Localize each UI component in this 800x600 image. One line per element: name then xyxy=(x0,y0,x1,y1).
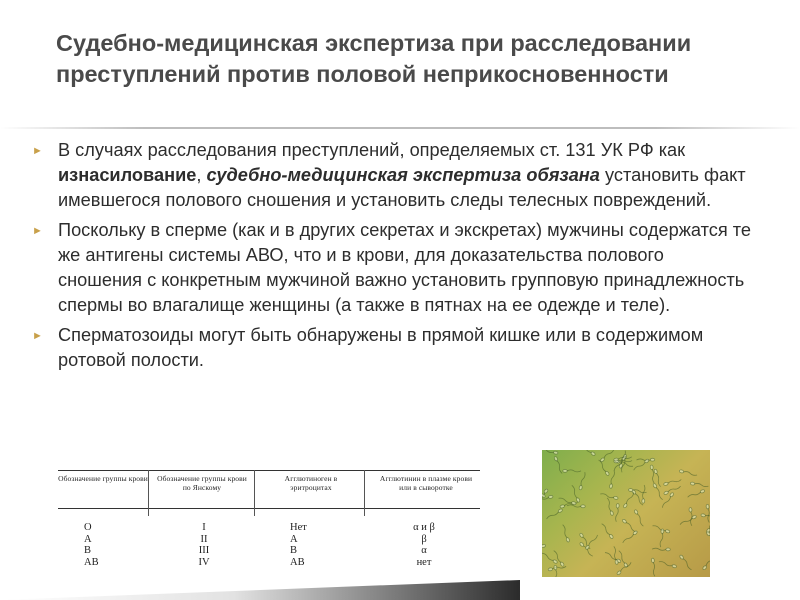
sperm-microscopy-image xyxy=(542,450,710,577)
sperm-cell xyxy=(661,492,674,508)
table-cell: B xyxy=(84,545,92,556)
sperm-cell xyxy=(612,546,618,564)
sperm-cell xyxy=(634,509,645,526)
sperm-cell xyxy=(622,519,637,533)
table-cell: нет xyxy=(416,556,432,568)
sperm-cell xyxy=(600,450,615,462)
sperm-cell xyxy=(553,550,565,567)
sperm-cell xyxy=(622,530,638,544)
table-column-divider xyxy=(364,470,365,516)
bullet-list xyxy=(32,138,752,378)
sperm-cell xyxy=(542,552,558,564)
sperm-cell xyxy=(546,508,563,520)
bullet-item xyxy=(32,323,752,373)
sperm-cell xyxy=(615,503,619,521)
table-column-divider xyxy=(148,470,149,516)
slide-floor-shadow xyxy=(0,580,520,600)
bullet-item xyxy=(32,138,752,213)
triangle-bullet-icon: ► xyxy=(32,225,43,237)
bullet-3-text: Сперматозоиды могут быть обнаружены в прямой кишке или в содержимом ротовой полости. xyxy=(58,325,704,370)
bullet-1-bold: изнасилование xyxy=(58,165,197,185)
sperm-cell xyxy=(679,555,692,571)
table-cell: α xyxy=(421,545,427,556)
table-header-cell: Агглютинин в плазме крови или в сыворотке xyxy=(379,474,473,492)
table-cell: A xyxy=(84,533,92,545)
bullet-1-bold-italic: судебно-медицинская экспертиза обязана xyxy=(206,165,600,185)
table-top-rule xyxy=(58,470,480,471)
sperm-cell xyxy=(663,478,681,486)
table-cell: AB xyxy=(290,556,305,568)
table-header-cell: Агглютиноген в эритроцитах xyxy=(284,474,338,492)
sperm-cells-drawing xyxy=(542,450,710,577)
table-cell: III xyxy=(198,545,210,556)
sperm-cell xyxy=(706,531,710,548)
table-header-rule xyxy=(58,508,480,509)
sperm-cell xyxy=(650,465,656,483)
table-cell: B xyxy=(290,545,298,556)
sperm-cell xyxy=(604,551,621,563)
bullet-2-text: Поскольку в сперме (как и в других секретах и экскретах) мужчины содержатся те же антигены системы АВО, что и в крови, для доказательства полового сношения с конкретным мужчиной важно установить групповую принадлежность спермы во влагалище женщины (а также в пятнах на ее одежде и теле). xyxy=(58,220,751,315)
sperm-cell xyxy=(702,555,710,571)
sperm-cell xyxy=(571,485,581,503)
sperm-cell xyxy=(651,558,656,576)
sperm-cell xyxy=(600,493,618,500)
table-cell: AB xyxy=(84,556,99,568)
sperm-cell xyxy=(542,450,558,455)
sperm-cell xyxy=(567,504,585,507)
table-column-jansky xyxy=(184,522,224,568)
sperm-cell xyxy=(653,483,664,500)
title-divider xyxy=(0,127,800,129)
table-column-group xyxy=(84,522,124,568)
sperm-cell xyxy=(606,497,614,515)
sperm-cell xyxy=(679,470,697,477)
sperm-cell xyxy=(652,548,670,551)
table-column-agglutinin xyxy=(384,522,464,568)
sperm-cell xyxy=(623,491,635,508)
sperm-cell xyxy=(579,472,586,490)
table-column-divider xyxy=(254,470,255,516)
slide-title: Судебно-медицинская экспертиза при расследовании преступлений против половой неприкосновенности xyxy=(56,30,692,87)
table-cell: I xyxy=(202,522,206,533)
sperm-cell xyxy=(633,459,650,472)
bullet-1-text-b: , xyxy=(196,165,207,185)
table-header-cell: Обозначение группы крови по Янскому xyxy=(157,474,247,492)
bullet-item xyxy=(32,218,752,318)
sperm-cell xyxy=(563,470,581,473)
sperm-cell xyxy=(542,544,546,552)
table-cell: II xyxy=(200,533,208,545)
table-cell: O xyxy=(84,522,92,533)
sperm-cell xyxy=(609,470,615,488)
sperm-cell xyxy=(579,450,595,456)
sperm-cell xyxy=(618,550,628,568)
sperm-cell xyxy=(554,456,564,474)
table-header-cell: Обозначение группы крови xyxy=(58,474,148,483)
bullet-1-text-c: установить факт имевшегося полового сношения и установить следы телесных повреждений. xyxy=(58,165,746,210)
bullet-1-text-a: В случаях расследования преступлений, определяемых ст. 131 УК РФ как xyxy=(58,140,686,160)
triangle-bullet-icon: ► xyxy=(32,145,43,157)
sperm-cell xyxy=(690,482,708,488)
sperm-cell xyxy=(642,485,646,503)
table-cell: Нет xyxy=(290,522,307,533)
sperm-cell xyxy=(706,504,710,522)
table-column-agglutinogen xyxy=(290,522,340,568)
blood-group-table xyxy=(58,470,480,580)
table-cell: α и β xyxy=(413,522,435,533)
sperm-cell xyxy=(585,534,599,550)
table-cell: β xyxy=(421,533,427,545)
sperm-cell xyxy=(601,523,614,539)
table-cell: A xyxy=(290,533,298,545)
triangle-bullet-icon: ► xyxy=(32,330,43,342)
sperm-cell xyxy=(631,489,644,506)
table-cell: IV xyxy=(198,556,210,568)
sperm-cell xyxy=(561,524,570,542)
sperm-cell xyxy=(597,459,609,476)
sperm-cell xyxy=(679,515,696,526)
sperm-cell xyxy=(659,529,664,547)
sperm-cell xyxy=(687,489,705,498)
sperm-cell xyxy=(659,560,677,568)
